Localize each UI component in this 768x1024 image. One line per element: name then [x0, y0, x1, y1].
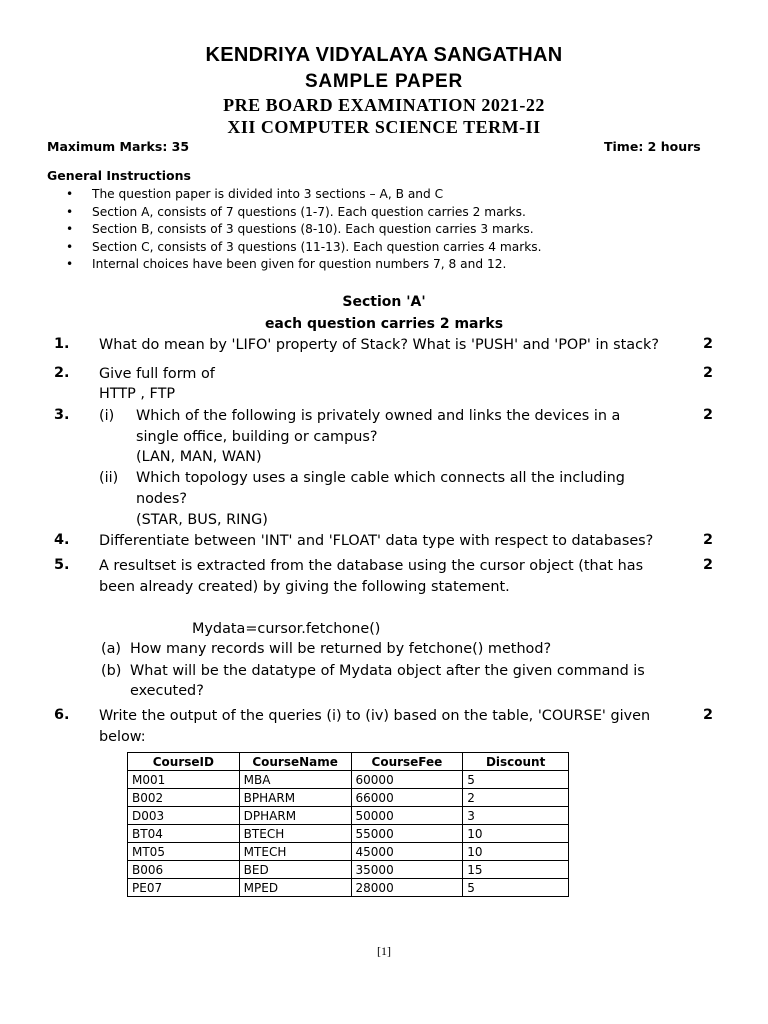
table-row [128, 861, 569, 879]
max-marks: Maximum Marks: 35 [47, 139, 190, 154]
question-marks: 2 [703, 707, 714, 723]
table-cell: 50000 [351, 807, 463, 825]
subquestion-label: (i) [99, 408, 115, 424]
table-cell: BT04 [128, 825, 240, 843]
bullet: • [66, 222, 74, 237]
table-cell: 5 [463, 879, 569, 897]
table-cell: 3 [463, 807, 569, 825]
question-number: 5. [54, 557, 70, 573]
question-marks: 2 [703, 365, 714, 381]
question-number: 4. [54, 532, 70, 548]
time-allowed: Time: 2 hours [604, 139, 701, 154]
table-cell: PE07 [128, 879, 240, 897]
table-row [128, 843, 569, 861]
table-cell: BED [239, 861, 351, 879]
instruction-item: • The question paper is divided into 3 sections – A, B and C [66, 186, 542, 204]
table-cell: 45000 [351, 843, 463, 861]
table-cell: MBA [239, 771, 351, 789]
course-table [127, 752, 569, 897]
table-cell: 5 [463, 771, 569, 789]
question-options: (STAR, BUS, RING) [136, 512, 268, 528]
table-cell: DPHARM [239, 807, 351, 825]
column-header: CourseID [128, 753, 240, 771]
table-cell: 10 [463, 843, 569, 861]
doc-type-title: SAMPLE PAPER [304, 71, 464, 92]
subquestion-label: (a) [101, 641, 122, 657]
instruction-item: • Section A, consists of 7 questions (1-7). Each question carries 2 marks. [66, 204, 542, 222]
table-row [128, 879, 569, 897]
instruction-item: • Section B, consists of 3 questions (8-10). Each question carries 3 marks. [66, 221, 542, 239]
question-text: What will be the datatype of Mydata object after the given command is [130, 663, 645, 679]
table-cell: 28000 [351, 879, 463, 897]
bullet: • [66, 187, 74, 201]
question-text: been already created) by giving the following statement. [99, 579, 510, 595]
instruction-item: • Section C, consists of 3 questions (11-13). Each question carries 4 marks. [66, 239, 542, 257]
table-cell: BPHARM [239, 789, 351, 807]
question-text: HTTP , FTP [99, 386, 176, 402]
bullet: • [66, 257, 74, 272]
exam-title: PRE BOARD EXAMINATION 2021-22 [223, 95, 545, 115]
question-number: 2. [54, 365, 70, 381]
column-header: Discount [463, 753, 569, 771]
table-row [128, 789, 569, 807]
table-row [128, 825, 569, 843]
question-text: Give full form of [99, 366, 215, 382]
column-header: CourseName [239, 753, 351, 771]
question-text: A resultset is extracted from the database using the cursor object (that has [99, 558, 644, 574]
instruction-item: • Internal choices have been given for question numbers 7, 8 and 12. [66, 256, 542, 274]
question-number: 6. [54, 707, 70, 723]
table-cell: B006 [128, 861, 240, 879]
table-cell: 66000 [351, 789, 463, 807]
instructions-title: General Instructions [47, 168, 191, 183]
table-cell: 10 [463, 825, 569, 843]
question-text: below: [99, 729, 146, 745]
page-number: [1] [377, 944, 391, 958]
question-text: How many records will be returned by fetchone() method? [130, 641, 552, 657]
table-cell: B002 [128, 789, 240, 807]
question-text: single office, building or campus? [136, 429, 378, 445]
table-cell: MT05 [128, 843, 240, 861]
question-text: Write the output of the queries (i) to (iv) based on the table, 'COURSE' given [99, 708, 651, 724]
table-cell: MPED [239, 879, 351, 897]
bullet: • [66, 239, 74, 254]
question-text: Which topology uses a single cable which connects all the including [136, 470, 625, 486]
table-cell: D003 [128, 807, 240, 825]
table-row [128, 807, 569, 825]
instructions-list [66, 186, 542, 274]
table-cell: 55000 [351, 825, 463, 843]
org-title: KENDRIYA VIDYALAYA SANGATHAN [205, 44, 563, 66]
question-number: 3. [54, 407, 70, 423]
subquestion-label: (b) [101, 663, 122, 679]
section-subtitle: each question carries 2 marks [264, 316, 504, 332]
subquestion-label: (ii) [99, 470, 119, 486]
bullet: • [66, 204, 74, 219]
question-text: executed? [130, 683, 204, 699]
table-cell: M001 [128, 771, 240, 789]
question-marks: 2 [703, 532, 714, 548]
table-cell: MTECH [239, 843, 351, 861]
table-cell: 2 [463, 789, 569, 807]
question-options: (LAN, MAN, WAN) [136, 449, 262, 465]
question-marks: 2 [703, 336, 714, 352]
column-header: CourseFee [351, 753, 463, 771]
table-cell: 60000 [351, 771, 463, 789]
code-statement: Mydata=cursor.fetchone() [192, 621, 381, 637]
table-row [128, 771, 569, 789]
question-text: Which of the following is privately owned and links the devices in a [136, 408, 621, 424]
table-cell: 35000 [351, 861, 463, 879]
subject-title: XII COMPUTER SCIENCE TERM-II [227, 117, 541, 137]
table-cell: 15 [463, 861, 569, 879]
question-marks: 2 [703, 407, 714, 423]
question-number: 1. [54, 336, 70, 352]
table-cell: BTECH [239, 825, 351, 843]
question-text: What do mean by 'LIFO' property of Stack? What is 'PUSH' and 'POP' in stack? [99, 337, 659, 353]
question-text: Differentiate between 'INT' and 'FLOAT' data type with respect to databases? [99, 533, 654, 549]
section-title: Section 'A' [342, 294, 426, 310]
question-marks: 2 [703, 557, 714, 573]
table-header-row [128, 753, 569, 771]
question-text: nodes? [136, 491, 188, 507]
